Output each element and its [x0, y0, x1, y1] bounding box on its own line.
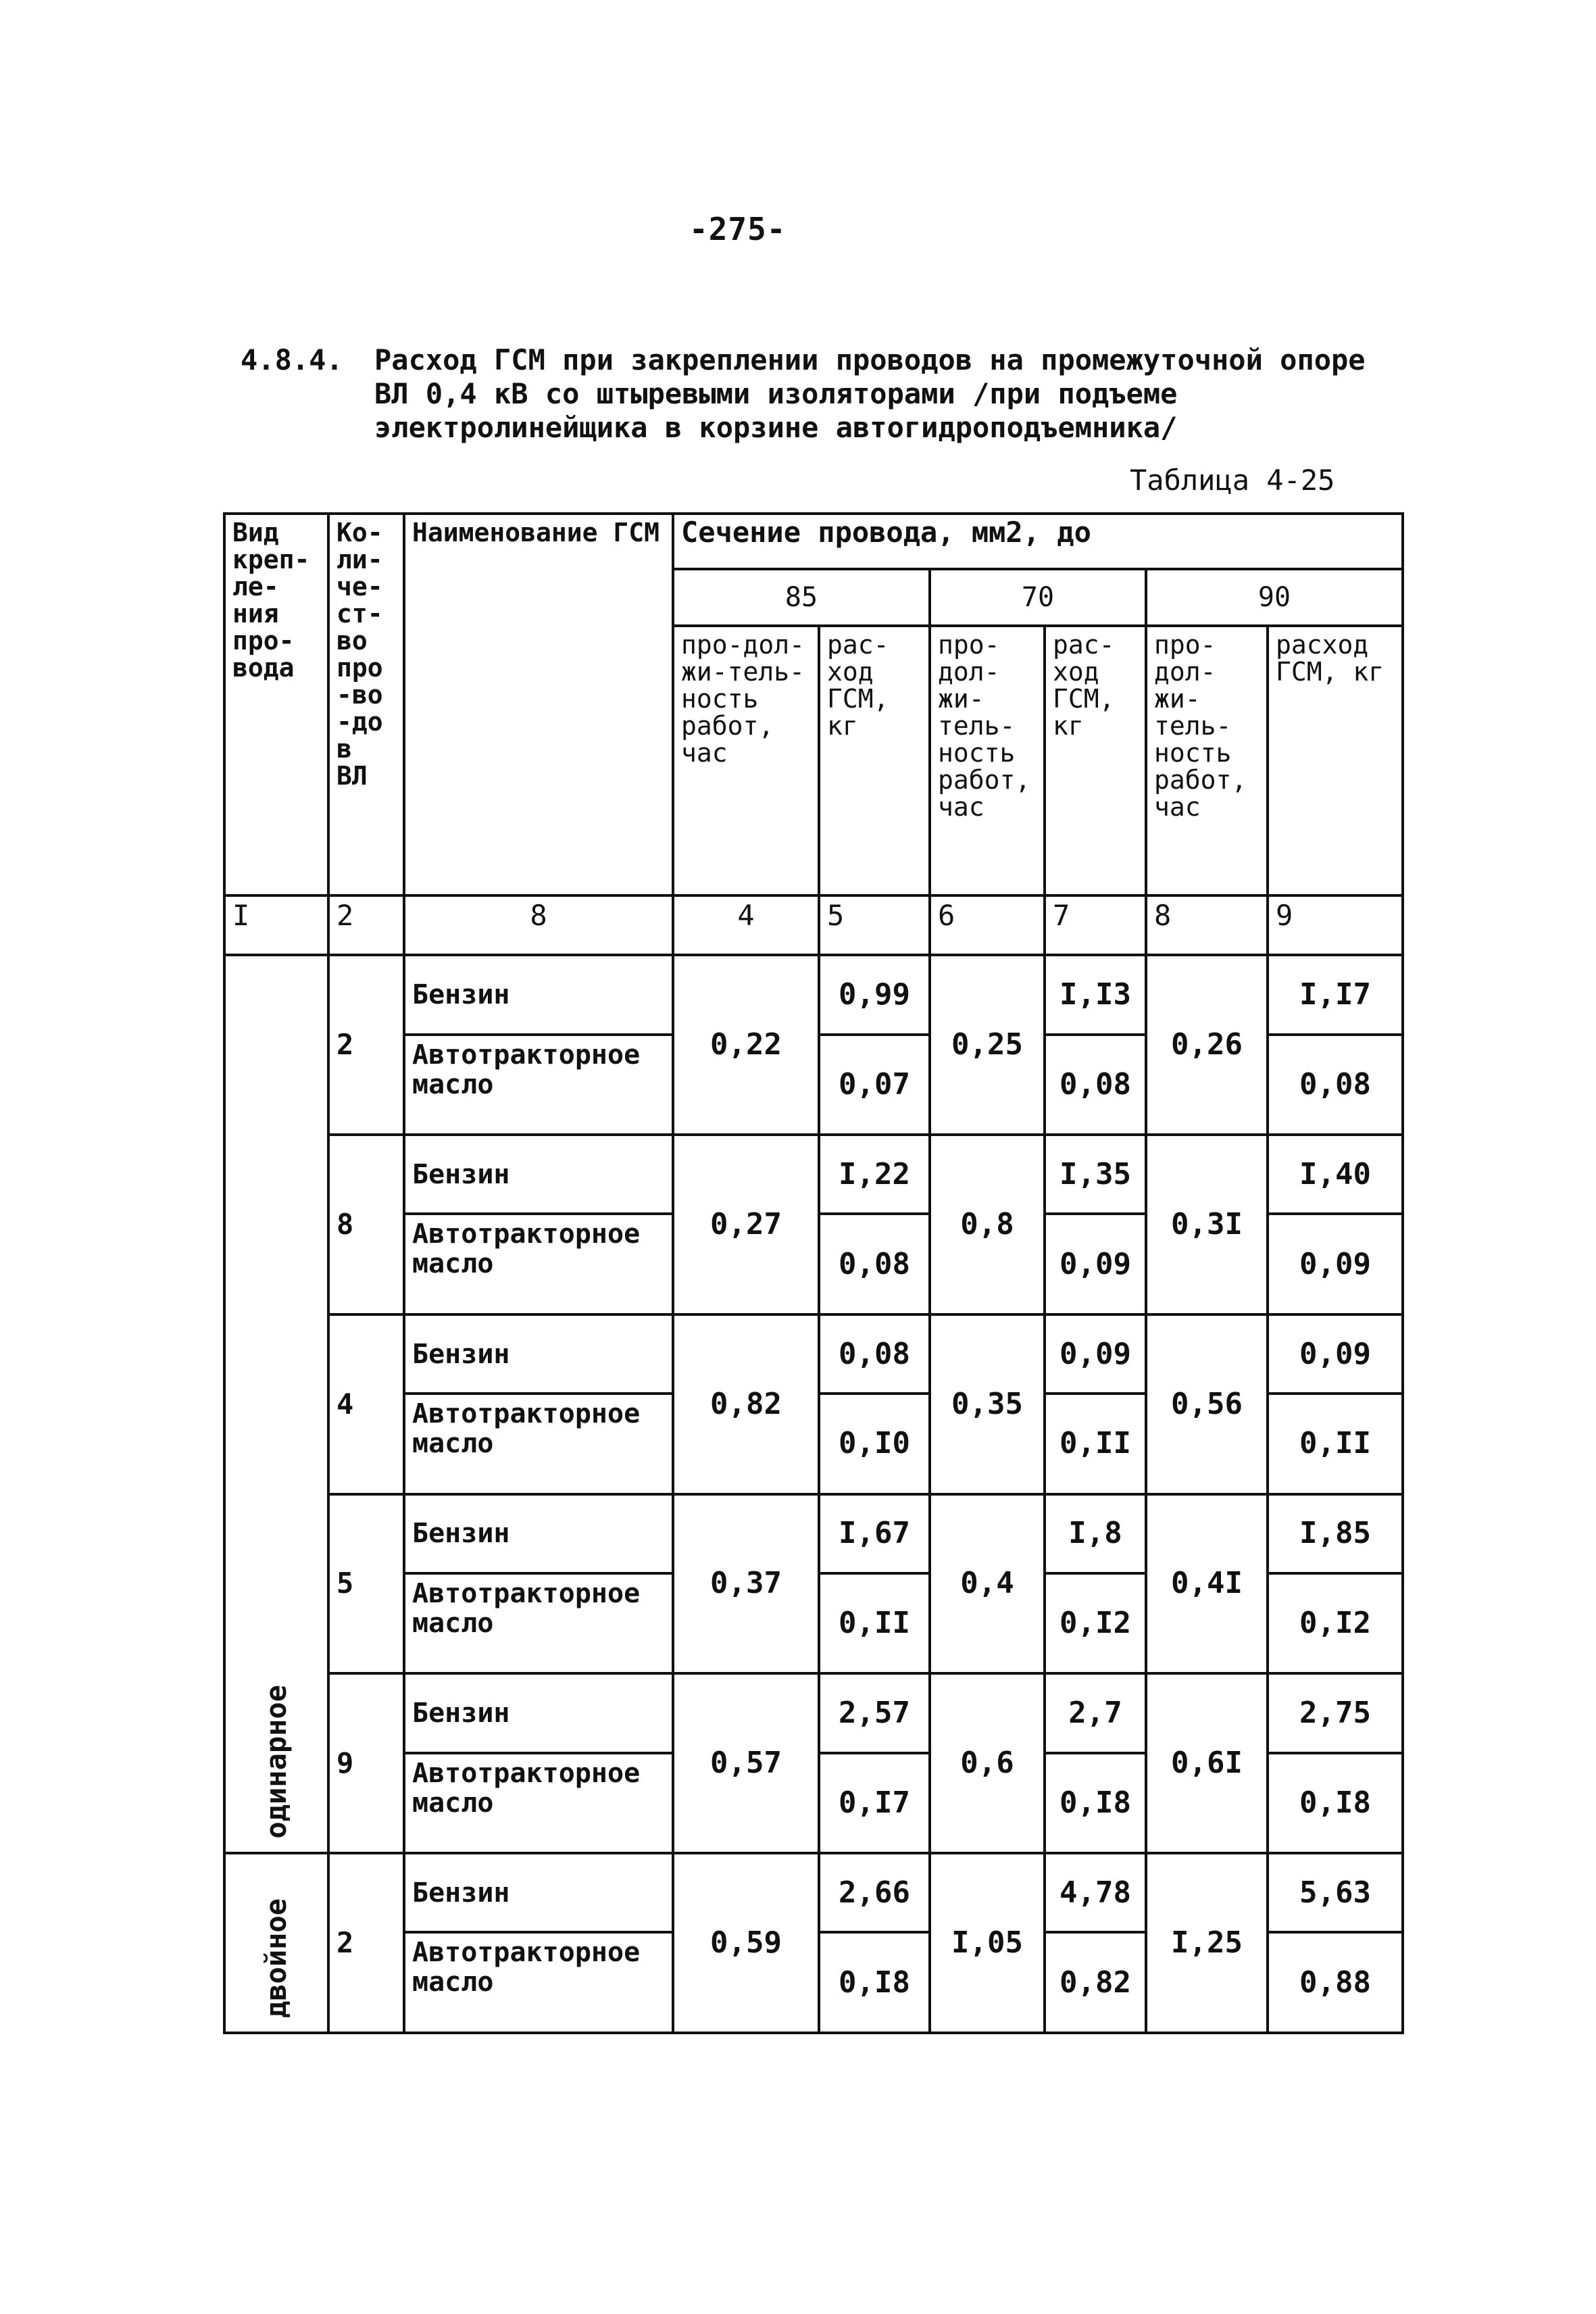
- fastening-type-label: двойное: [259, 1898, 293, 2018]
- benzin-85-cell: I,22: [819, 1135, 930, 1214]
- fastening-type-label: одинарное: [259, 1684, 293, 1839]
- benzin-90-cell: 5,63: [1268, 1853, 1403, 1932]
- duration-70-cell: 0,35: [930, 1314, 1045, 1494]
- benzin-90-cell: I,I7: [1268, 955, 1403, 1034]
- column-number: 8: [404, 895, 673, 956]
- fuel-name-oil: Автотракторное масло: [404, 1932, 673, 2033]
- column-number: 6: [930, 895, 1045, 956]
- benzin-70-cell: 0,09: [1045, 1314, 1146, 1394]
- benzin-90-cell: I,85: [1268, 1494, 1403, 1573]
- table-row: [224, 1673, 1403, 1752]
- benzin-85-cell: I,67: [819, 1494, 930, 1573]
- fuel-name-oil: Автотракторное масло: [404, 1035, 673, 1135]
- column-number: 5: [819, 895, 930, 956]
- oil-85-cell: 0,07: [819, 1035, 930, 1135]
- fuel-name-benzin: Бензин: [404, 1853, 673, 1932]
- header-consumption: рас-ход ГСМ, кг: [1045, 626, 1146, 895]
- fuel-name-benzin: Бензин: [404, 1494, 673, 1573]
- duration-90-cell: 0,3I: [1146, 1135, 1268, 1314]
- oil-90-cell: 0,08: [1268, 1035, 1403, 1135]
- wire-count-cell: 5: [328, 1494, 404, 1674]
- benzin-70-cell: I,I3: [1045, 955, 1146, 1034]
- oil-90-cell: 0,09: [1268, 1214, 1403, 1314]
- header-duration: про-дол-жи-тель-ность работ, час: [1146, 626, 1268, 895]
- benzin-85-cell: 0,99: [819, 955, 930, 1034]
- column-number: 7: [1045, 895, 1146, 956]
- table-row: [224, 1853, 1403, 1932]
- header-section-85: 85: [673, 569, 930, 626]
- benzin-70-cell: I,8: [1045, 1494, 1146, 1573]
- header-section-90: 90: [1146, 569, 1403, 626]
- table-row: [224, 1135, 1403, 1214]
- oil-85-cell: 0,I8: [819, 1932, 930, 2033]
- benzin-85-cell: 2,66: [819, 1853, 930, 1932]
- oil-85-cell: 0,I7: [819, 1753, 930, 1853]
- benzin-85-cell: 0,08: [819, 1314, 930, 1394]
- oil-70-cell: 0,09: [1045, 1214, 1146, 1314]
- section-title: Расход ГСМ при закреплении проводов на промежуточной опоре ВЛ 0,4 кВ со штыревыми изоляторами /при подъеме электролинейщика в корзине автогидроподъемника/: [374, 343, 1366, 444]
- wire-count-cell: 8: [328, 1135, 404, 1314]
- table-row: [224, 955, 1403, 1034]
- section-number: 4.8.4.: [241, 343, 343, 376]
- header-section-70: 70: [930, 569, 1146, 626]
- fuel-name-oil: Автотракторное масло: [404, 1394, 673, 1494]
- oil-90-cell: 0,88: [1268, 1932, 1403, 2033]
- fastening-type-cell: [224, 1853, 328, 2033]
- header-wire-section: Сечение провода, мм2, до: [673, 514, 1403, 569]
- oil-85-cell: 0,08: [819, 1214, 930, 1314]
- fuel-consumption-table: [223, 512, 1404, 2034]
- wire-count-cell: 2: [328, 1853, 404, 2033]
- column-number: 9: [1268, 895, 1403, 956]
- column-number: 2: [328, 895, 404, 956]
- wire-count-cell: 4: [328, 1314, 404, 1494]
- benzin-90-cell: I,40: [1268, 1135, 1403, 1214]
- column-number: 8: [1146, 895, 1268, 956]
- column-number: I: [224, 895, 328, 956]
- wire-count-cell: 2: [328, 955, 404, 1135]
- fuel-name-oil: Автотракторное масло: [404, 1573, 673, 1673]
- oil-70-cell: 0,II: [1045, 1394, 1146, 1494]
- benzin-90-cell: 2,75: [1268, 1673, 1403, 1752]
- duration-90-cell: 0,56: [1146, 1314, 1268, 1494]
- fuel-name-benzin: Бензин: [404, 1314, 673, 1394]
- duration-70-cell: 0,8: [930, 1135, 1045, 1314]
- benzin-70-cell: 2,7: [1045, 1673, 1146, 1752]
- fuel-name-oil: Автотракторное масло: [404, 1214, 673, 1314]
- duration-90-cell: 0,4I: [1146, 1494, 1268, 1674]
- header-consumption: рас-ход ГСМ, кг: [819, 626, 930, 895]
- header-consumption: расход ГСМ, кг: [1268, 626, 1403, 895]
- column-number-row: [224, 895, 1403, 956]
- duration-85-cell: 0,27: [673, 1135, 819, 1314]
- header-duration: про-дол-жи-тель-ность работ, час: [930, 626, 1045, 895]
- header-duration: про-дол-жи-тель-ность работ, час: [673, 626, 819, 895]
- column-number: 4: [673, 895, 819, 956]
- fuel-name-benzin: Бензин: [404, 955, 673, 1034]
- fuel-name-benzin: Бензин: [404, 1673, 673, 1752]
- table-caption: Таблица 4-25: [1130, 464, 1335, 497]
- duration-70-cell: 0,25: [930, 955, 1045, 1135]
- oil-70-cell: 0,82: [1045, 1932, 1146, 2033]
- table-row: [224, 1494, 1403, 1573]
- oil-70-cell: 0,I2: [1045, 1573, 1146, 1673]
- fuel-name-benzin: Бензин: [404, 1135, 673, 1214]
- duration-70-cell: 0,4: [930, 1494, 1045, 1674]
- oil-90-cell: 0,II: [1268, 1394, 1403, 1494]
- table-row: [224, 1314, 1403, 1394]
- duration-90-cell: I,25: [1146, 1853, 1268, 2033]
- duration-85-cell: 0,82: [673, 1314, 819, 1494]
- fastening-type-cell: [224, 955, 328, 1853]
- benzin-70-cell: I,35: [1045, 1135, 1146, 1214]
- page-number: -275-: [689, 211, 787, 247]
- header-wire-count: Ко-ли-че-ст-во про-во-дов ВЛ: [328, 514, 404, 895]
- benzin-90-cell: 0,09: [1268, 1314, 1403, 1394]
- duration-85-cell: 0,57: [673, 1673, 819, 1853]
- wire-count-cell: 9: [328, 1673, 404, 1853]
- duration-85-cell: 0,37: [673, 1494, 819, 1674]
- oil-85-cell: 0,I0: [819, 1394, 930, 1494]
- duration-90-cell: 0,6I: [1146, 1673, 1268, 1853]
- fuel-name-oil: Автотракторное масло: [404, 1753, 673, 1853]
- duration-70-cell: 0,6: [930, 1673, 1045, 1853]
- oil-70-cell: 0,I8: [1045, 1753, 1146, 1853]
- header-fastening-type: Вид креп-ле-ния про-вода: [224, 514, 328, 895]
- oil-85-cell: 0,II: [819, 1573, 930, 1673]
- oil-90-cell: 0,I2: [1268, 1573, 1403, 1673]
- duration-90-cell: 0,26: [1146, 955, 1268, 1135]
- benzin-85-cell: 2,57: [819, 1673, 930, 1752]
- duration-85-cell: 0,22: [673, 955, 819, 1135]
- oil-70-cell: 0,08: [1045, 1035, 1146, 1135]
- header-fuel-name: Наименование ГСМ: [404, 514, 673, 895]
- duration-70-cell: I,05: [930, 1853, 1045, 2033]
- benzin-70-cell: 4,78: [1045, 1853, 1146, 1932]
- oil-90-cell: 0,I8: [1268, 1753, 1403, 1853]
- duration-85-cell: 0,59: [673, 1853, 819, 2033]
